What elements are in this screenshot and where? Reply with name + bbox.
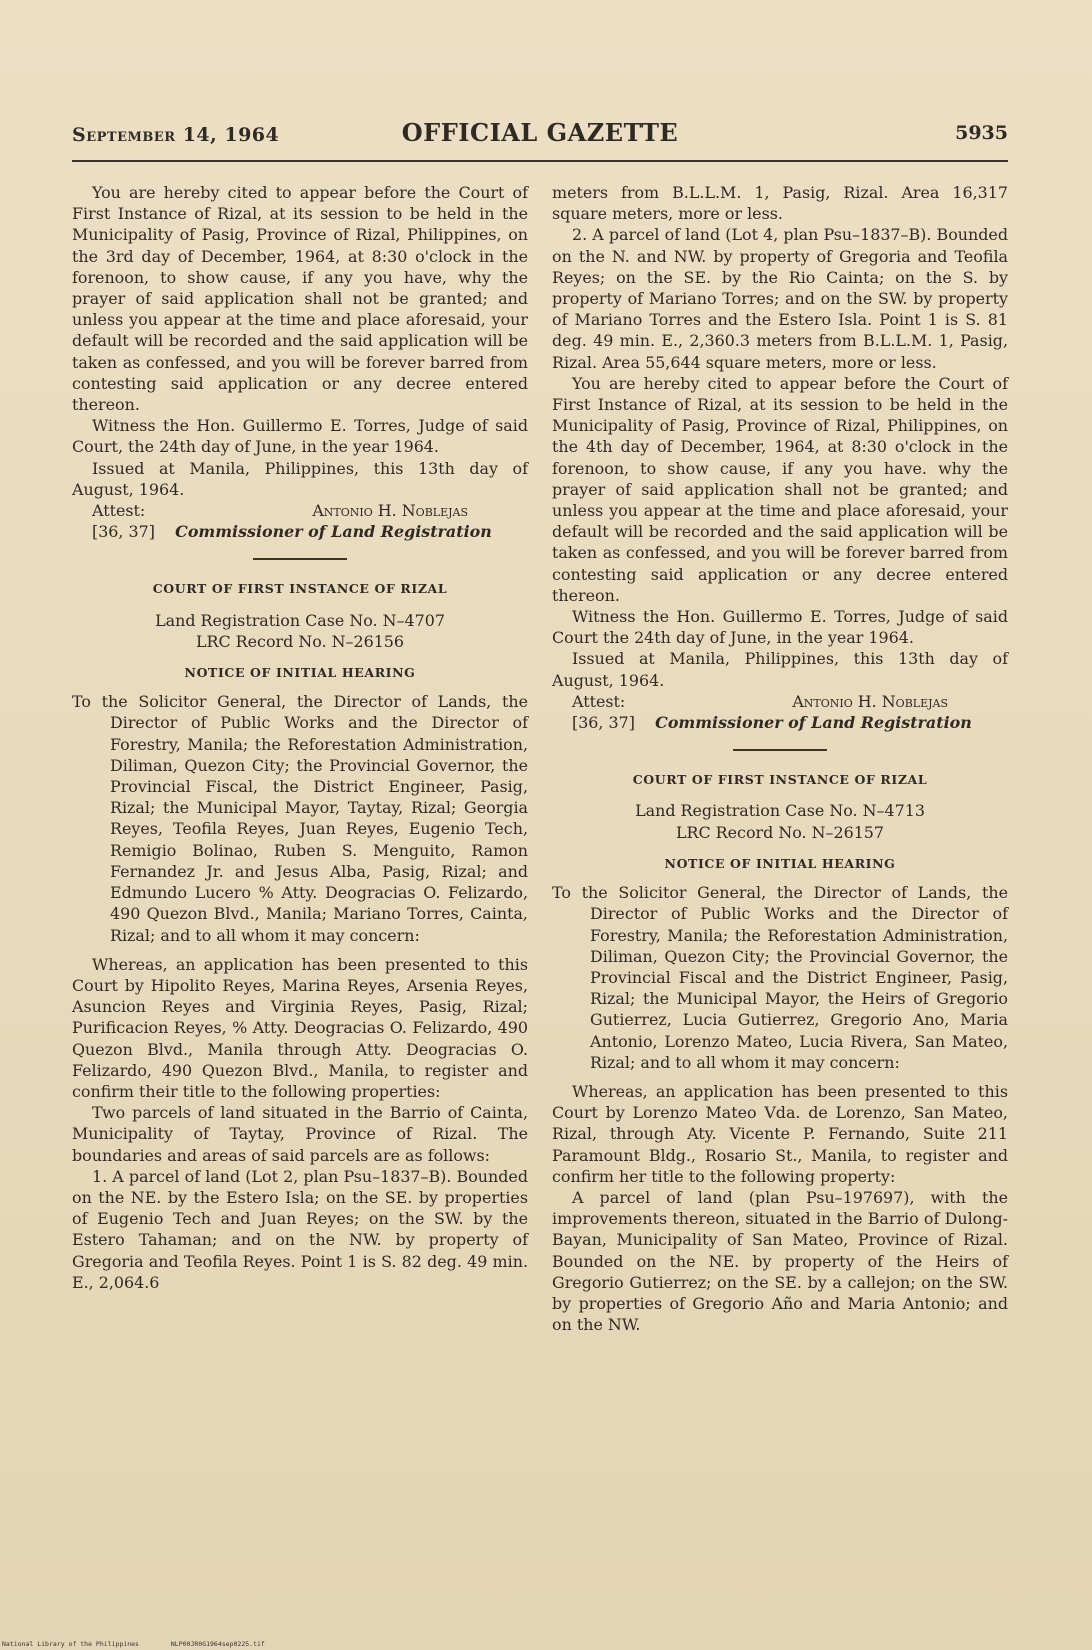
attest-line (72, 500, 528, 521)
attest-name: Antonio H. Noblejas (792, 691, 948, 711)
court-heading: COURT OF FIRST INSTANCE OF RIZAL (152, 581, 448, 597)
attest-ref: [36, 37] (572, 713, 635, 733)
paragraph: Two parcels of land situated in the Barrio of Cainta, Municipality of Taytay, Province of Rizal. The boundaries and areas of said parcels are as follows: (72, 1103, 528, 1165)
left-column (72, 182, 528, 1293)
footer-file: NLP00JR0G1964sep0225.tif (170, 1640, 265, 1648)
paragraph: meters from B.L.L.M. 1, Pasig, Rizal. Area 16,317 square meters, more or less. (552, 183, 1008, 224)
attest-title-line (72, 521, 528, 542)
attest-label: Attest: (572, 691, 626, 711)
attest-label: Attest: (92, 501, 146, 521)
addressees: To the Solicitor General, the Director of Lands, the Director of Public Works and the Director of Forestry, Manila; the Reforestation Administration, Diliman, Quezon City; the Provincial Governor, the Provincial Fiscal, the District Engineer, Pasig, Rizal; the Municipal Mayor, Taytay, Rizal; Georgia Reyes, Teofila Reyes, Juan Reyes, Eugenio Tech, Remigio Bolinao, Ruben S. Menguito, Ramon Fernandez Jr. and Jesus Alba, Pasig, Rizal; and Edmundo Lucero % Atty. Deogracias O. Felizardo, 490 Quezon Blvd., Manila; Mariano Torres, Cainta, Rizal; and to all whom it may concern: (72, 692, 528, 945)
paragraph: Witness the Hon. Guillermo E. Torres, Judge of said Court, the 24th day of June, in the year 1964. (72, 416, 528, 457)
footer-library: National Library of the Philippines (2, 1640, 139, 1648)
page-number: 5935 (955, 122, 1008, 144)
publication-title: OFFICIAL GAZETTE (401, 118, 679, 147)
attest-ref: [36, 37] (92, 522, 155, 542)
notice-heading: NOTICE OF INITIAL HEARING (664, 855, 896, 871)
paragraph: Whereas, an application has been presented to this Court by Hipolito Reyes, Marina Reyes, Arsenia Reyes, Asuncion Reyes and Virginia Reyes, Pasig, Rizal; Purificacion Reyes, % Atty. Deogracias O. Felizardo, 490 Quezon Blvd., Manila through Atty. Deogracias O. Felizardo, 490 Quezon Blvd., Manila, to register and confirm their title to the following properties: (72, 954, 528, 1101)
section-divider (253, 558, 347, 560)
attest-line (552, 691, 1008, 712)
section-divider (733, 749, 827, 751)
paragraph: 1. A parcel of land (Lot 2, plan Psu–1837–B). Bounded on the NE. by the Estero Isla; on the SE. by properties of Eugenio Tech and Juan Reyes; on the SW. by the Estero Tahaman; and on the NW. by property of Gregoria and Teofila Reyes. Point 1 is S. 82 deg. 49 min. E., 2,064.6 (72, 1166, 528, 1292)
addressees: To the Solicitor General, the Director of Lands, the Director of Public Works and the Director of Forestry, Manila; the Reforestation Administration, Diliman, Quezon City; the Provincial Governor, the Provincial Fiscal and the District Engineer, Pasig, Rizal; the Municipal Mayor, the Heirs of Gregorio Gutierrez, Lucia Gutierrez, Gregorio Ano, Maria Antonio, Lorenzo Mateo, Lucia Rivera, San Mateo, Rizal; and to all whom it may concern: (552, 883, 1008, 1072)
case-number: Land Registration Case No. N–4713 (635, 801, 925, 821)
paragraph: A parcel of land (plan Psu–197697), with the improvements thereon, situated in the Barrio of Dulong-Bayan, Municipality of San Mateo, Province of Rizal. Bounded on the NE. by property of the Heirs of Gregorio Gutierrez; on the SE. by a callejon; on the SW. by properties of Gregorio Año and Maria Antonio; and on the NW. (552, 1187, 1008, 1335)
notice-heading: NOTICE OF INITIAL HEARING (184, 665, 416, 681)
paragraph: Issued at Manila, Philippines, this 13th day of August, 1964. (552, 649, 1008, 690)
court-heading: COURT OF FIRST INSTANCE OF RIZAL (632, 772, 928, 788)
attest-title: Commissioner of Land Registration (175, 522, 492, 542)
paragraph: 2. A parcel of land (Lot 4, plan Psu–1837–B). Bounded on the N. and NW. by property of Gregoria and Teofila Reyes; on the SE. by the Rio Cainta; on the S. by property of Mariano Torres; and on the SW. by property of Mariano Torres and the Estero Isla. Point 1 is S. 81 deg. 49 min. E., 2,360.3 meters from B.L.L.M. 1, Pasig, Rizal. Area 55,644 square meters, more or less. (552, 225, 1008, 372)
paragraph: You are hereby cited to appear before the Court of First Instance of Rizal, at its session to be held in the Municipality of Pasig, Province of Rizal, Philippines, on the 3rd day of December, 1964, at 8:30 o'clock in the forenoon, to show cause, if any you have, why the prayer of said application shall not be granted; and unless you appear at the time and place aforesaid, your default will be recorded and the said application will be taken as confessed, and you will be forever barred from contesting said application or any decree entered thereon. (72, 183, 528, 415)
case-number: Land Registration Case No. N–4707 (155, 610, 445, 630)
paragraph: Witness the Hon. Guillermo E. Torres, Judge of said Court the 24th day of June, in the year 1964. (552, 607, 1008, 648)
paragraph: Whereas, an application has been presented to this Court by Lorenzo Mateo Vda. de Lorenzo, San Mateo, Rizal, through Aty. Vicente P. Fernando, Suite 211 Paramount Bldg., Rosario St., Manila, to register and confirm her title to the following property: (552, 1081, 1008, 1186)
attest-name: Antonio H. Noblejas (312, 501, 468, 521)
right-column (552, 182, 1008, 1335)
header-rule (72, 160, 1008, 162)
paragraph: You are hereby cited to appear before the Court of First Instance of Rizal, at its session to be held in the Municipality of Pasig, Province of Rizal, Philippines, on the 4th day of December, 1964, at 8:30 o'clock in the forenoon, to show cause, if any you have. why the prayer of said application shall not be granted; and unless you appear at the time and place aforesaid, your default will be recorded and the said application will be taken as confessed, and you will be forever barred from contesting said application or any decree entered thereon. (552, 373, 1008, 605)
attest-title-line (552, 712, 1008, 733)
attest-title: Commissioner of Land Registration (655, 713, 972, 733)
page-header (72, 118, 1008, 150)
record-number: LRC Record No. N–26157 (675, 822, 885, 842)
paragraph: Issued at Manila, Philippines, this 13th day of August, 1964. (72, 458, 528, 499)
record-number: LRC Record No. N–26156 (195, 631, 405, 651)
scan-footer (2, 1640, 293, 1648)
issue-date: September 14, 1964 (72, 124, 280, 146)
